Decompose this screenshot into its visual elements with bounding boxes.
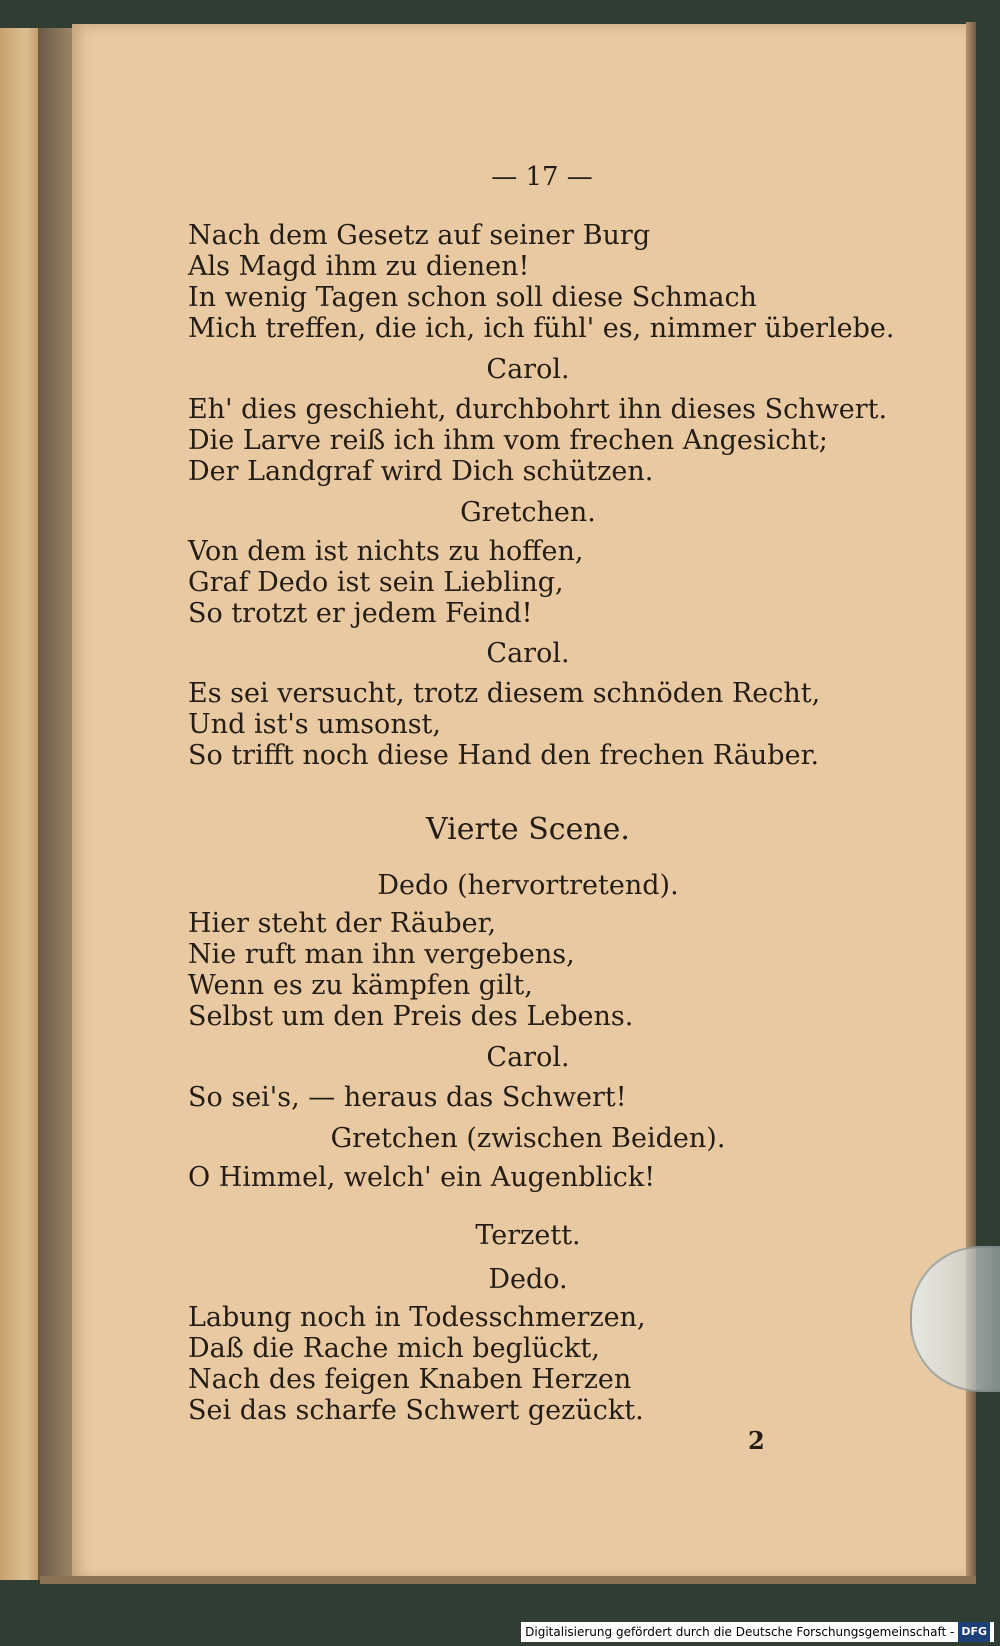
speaker-name: Carol. [486, 354, 570, 385]
book-gutter [38, 28, 72, 1580]
text-line: So trifft noch diese Hand den frechen Räuber. [188, 740, 820, 771]
text-line: In wenig Tagen schon soll diese Schmach [188, 282, 757, 313]
text-line: So sei's, — heraus das Schwert! [188, 1082, 627, 1113]
text-line: Der Landgraf wird Dich schützen. [188, 456, 654, 487]
text-line: Als Magd ihm zu dienen! [188, 251, 530, 282]
speaker-name: Carol. [486, 638, 570, 669]
speaker-name: Dedo (hervortretend). [377, 870, 679, 901]
text-line: Sei das scharfe Schwert gezückt. [188, 1395, 644, 1426]
text-line: Und ist's umsonst, [188, 709, 441, 740]
text-line: Mich treffen, die ich, ich fühl' es, nimmer überlebe. [188, 313, 895, 344]
text-line: Eh' dies geschieht, durchbohrt ihn dieses Schwert. [188, 394, 888, 425]
text-line: Nach des feigen Knaben Herzen [188, 1364, 632, 1395]
text-line: Die Larve reiß ich ihm vom frechen Angesicht; [188, 425, 828, 456]
speaker-name: Gretchen (zwischen Beiden). [330, 1123, 726, 1154]
speaker-name: Dedo. [488, 1264, 568, 1295]
page-bottom-edge [40, 1576, 976, 1584]
text-line: Nie ruft man ihn vergebens, [188, 939, 575, 970]
text-line: So trotzt er jedem Feind! [188, 598, 533, 629]
text-line: Daß die Rache mich beglückt, [188, 1333, 600, 1364]
digitization-footer [521, 1622, 994, 1642]
section-heading: Terzett. [475, 1220, 581, 1251]
scene-heading: Vierte Scene. [426, 812, 630, 847]
dfg-logo: DFG [958, 1622, 990, 1642]
text-line: Hier steht der Räuber, [188, 908, 497, 939]
text-line: Wenn es zu kämpfen gilt, [188, 970, 533, 1001]
text-line: O Himmel, welch' ein Augenblick! [188, 1162, 656, 1193]
text-line: Selbst um den Preis des Lebens. [188, 1001, 634, 1032]
footer-text: Digitalisierung gefördert durch die Deutsche Forschungsgemeinschaft - [525, 1625, 955, 1639]
text-line: Es sei versucht, trotz diesem schnöden Recht, [188, 678, 821, 709]
signature-mark: 2 [748, 1426, 765, 1455]
text-line: Von dem ist nichts zu hoffen, [188, 536, 584, 567]
text-line: Nach dem Gesetz auf seiner Burg [188, 220, 651, 251]
text-line: Labung noch in Todesschmerzen, [188, 1302, 646, 1333]
book-page [72, 24, 970, 1580]
text-line: Graf Dedo ist sein Liebling, [188, 567, 564, 598]
speaker-name: Gretchen. [460, 497, 596, 528]
page-number: — 17 — [491, 162, 593, 192]
speaker-name: Carol. [486, 1042, 570, 1073]
